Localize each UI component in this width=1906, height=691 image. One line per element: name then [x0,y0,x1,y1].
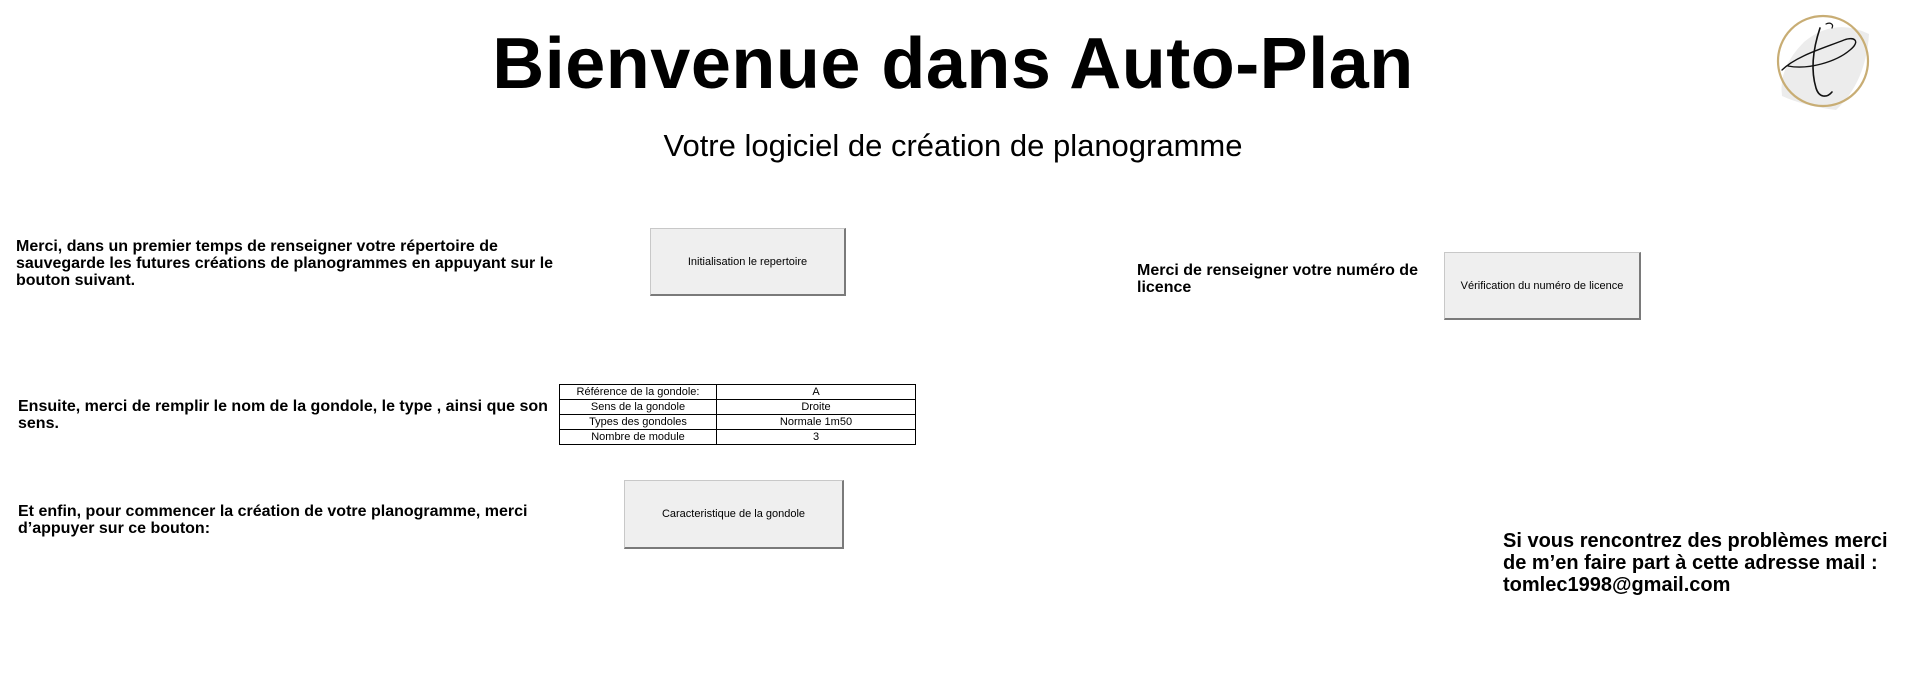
module-count-value[interactable]: 3 [717,430,916,445]
table-row [560,415,916,430]
gondola-reference-value[interactable]: A [717,385,916,400]
instruction-start-planogram: Et enfin, pour commencer la création de votre planogramme, merci d’appuyer sur ce bouton: [18,503,528,537]
page-title: Bienvenue dans Auto-Plan [492,24,1414,104]
gondola-type-value[interactable]: Normale 1m50 [717,415,916,430]
gondola-direction-value[interactable]: Droite [717,400,916,415]
contact-message: Si vous rencontrez des problèmes merci de m’en faire part à cette adresse mail : [1503,530,1888,574]
instruction-directory: Merci, dans un premier temps de renseigner votre répertoire de sauvegarde les futures créations de planogrammes en appuyant sur le bouton suivant. [16,238,554,289]
page-subtitle: Votre logiciel de création de planogramme [663,128,1243,163]
contact-email[interactable]: tomlec1998@gmail.com [1503,574,1731,596]
instruction-gondola-form: Ensuite, merci de remplir le nom de la gondole, le type , ainsi que son sens. [18,398,548,432]
gondola-reference-label: Référence de la gondole: [560,385,717,400]
gondola-direction-label: Sens de la gondole [560,400,717,415]
table-row [560,385,916,400]
gondola-type-label: Types des gondoles [560,415,717,430]
table-row [560,400,916,415]
verify-licence-button[interactable]: Vérification du numéro de licence [1444,252,1641,320]
module-count-label: Nombre de module [560,430,717,445]
gondola-characteristics-button[interactable]: Caracteristique de la gondole [624,480,844,549]
instruction-licence: Merci de renseigner votre numéro de licence [1137,262,1418,296]
signature-logo-icon [1774,12,1872,110]
contact-info [1503,530,1903,596]
gondola-table [559,384,916,445]
init-directory-button[interactable]: Initialisation le repertoire [650,228,846,296]
table-row [560,430,916,445]
